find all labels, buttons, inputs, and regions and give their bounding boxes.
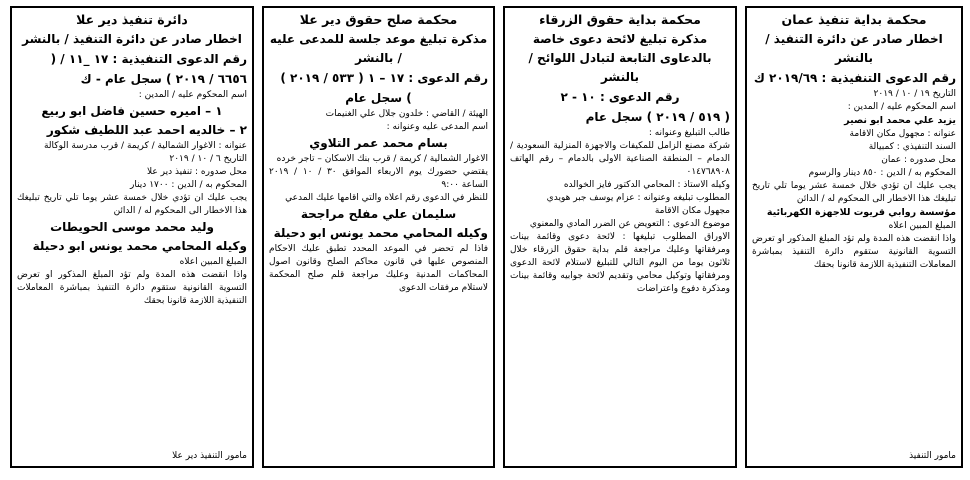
notice-date: التاريخ ١٩ / ١٠ / ٢٠١٩ <box>873 89 956 99</box>
court-name: محكمة بداية تنفيذ عمان <box>781 12 927 27</box>
plaintiff-agent: وكيله المحامي محمد يونس ابو دحيلة <box>273 226 488 240</box>
instrument: السند التنفيذي : كمبيالة <box>868 142 956 152</box>
notice-title-line-2: بالدعاوى التابعة لتبادل اللوائح / <box>528 51 712 65</box>
notice-deir-alla-court <box>262 6 495 468</box>
creditor-name: وليد محمد موسى الحويطات <box>50 220 214 234</box>
debtor-label: اسم المحكوم عليه / المدين : <box>138 90 247 100</box>
notice-amman-execution <box>745 6 963 468</box>
case-register: ) سجل عام <box>345 91 412 105</box>
defendant-name: بسام محمد عمر التلاوي <box>309 136 448 150</box>
court-name: دائرة تنفيذ دير علا <box>76 12 188 27</box>
notice-title-line-1: مذكرة تبليغ لائحة دعوى خاصة <box>532 32 708 46</box>
debtor-address: عنوانه : مجهول مكان الاقامة <box>849 129 956 139</box>
notice-date: التاريخ ٦ / ١٠ / ٢٠١٩ <box>169 154 247 164</box>
debtor-name: يزيد علي محمد ابو نصير <box>844 115 956 126</box>
payment-notice: يجب عليك ان تؤدي خلال خمسة عشر يوما تلي تاريخ تبليغك هذا الاخطار الى المحكوم له / الدائن <box>752 181 956 204</box>
panel-judge: الهيئة / القاضي : خلدون جلال علي الغنيمات <box>325 109 488 119</box>
notice-body: فاذا لم تحضر في الموعد المحدد تطبق عليك الاحكام المنصوص عليها في قانون محاكم الصلح وقانون اصول المحاكمات المدنية وعليك مراجعة قلم صلح المحكمة لاستلام مرفقات الدعوى <box>269 244 488 293</box>
notice-title: اخطار صادر عن دائرة التنفيذ / بالنشر <box>765 32 943 65</box>
case-number: رقم الدعوى التنفيذية : ١٧ _١١ / ( <box>50 52 247 66</box>
payment-notice: يجب عليك ان تؤدي خلال خمسة عشر يوما تلي تاريخ تبليغك هذا الاخطار الى المحكوم له / الدائن <box>17 193 247 216</box>
notice-deir-alla-execution <box>10 6 254 468</box>
requester-label: طالب التبليغ وعنوانه : <box>648 128 730 138</box>
enforcement-warning: واذا انقضت هذه المدة ولم تؤد المبلغ المذكور او تعرض التسوية القانونية ستقوم دائرة التنفيذ بمباشرة المعاملات التنفيذية اللازمة قانونا بحقك <box>752 234 956 270</box>
creditor-name: مؤسسة روابي قريوت للاجهزة الكهربائية <box>766 207 956 218</box>
defendant-address: الاغوار الشمالية / كريمة / قرب بنك الاسكان – تاجر خرده <box>276 154 488 164</box>
notice-title: اخطار صادر عن دائرة التنفيذ / بالنشر <box>22 32 242 46</box>
judgment-amount: المحكوم به / الدين : ٨٥٠ دينار والرسوم <box>808 168 956 178</box>
enforcement-warning: واذا انقضت هذه المدة ولم تؤد المبلغ المذكور او تعرض التسوية القانونية ستقوم دائرة التنفيذ بمباشرة المعاملات التنفيذية اللازمة قانونا بحقك <box>17 270 247 306</box>
signer: مامور التنفيذ دير علا <box>172 451 247 461</box>
issue-place: محل صدوره : تنفيذ دير علا <box>147 167 247 177</box>
judgment-amount: المحكوم به / الدين : ١٧٠٠ دينار <box>130 180 247 190</box>
creditor-agent: وكيله المحامي محمد يونس ابو دحيلة <box>32 239 247 253</box>
addressee: المطلوب تبليغه وعنوانه : عزام يوسف جبر هويدي <box>546 193 730 203</box>
amount-note: المبلغ المبين اعلاه <box>888 221 956 231</box>
debtor-address: عنوانه : الاغوار الشمالية / كريمة / قرب مدرسة الوكالة <box>43 141 247 151</box>
requester-details: شركة مصنع الزامل للمكيفات والاجهزة المنزلية السعودية / الدمام – المنطقة الصناعية الاولى بالدمام – رقم الهاتف ٠١٤٧٦٨٩٠٨ <box>510 141 730 177</box>
notice-zarqa-court <box>503 6 737 468</box>
case-register: ٦٦٥٦ / ٢٠١٩ ) سجل عام - ك <box>80 72 247 86</box>
hearing-note: للنظر في الدعوى رقم اعلاه والتي اقامها عليك المدعي <box>285 193 488 203</box>
case-number: رقم الدعوى التنفيذية : ٢٠١٩/٦٩ ك <box>753 71 956 85</box>
notice-body: الاوراق المطلوب تبليغها : لائحة دعوى وقائمة بينات ومرفقاتها وعليك مراجعة قلم بداية حقوق الزرقاء خلال ثلاثون يوما من اليوم التالي للتبليغ لاستلام لائحة الدعوى ومرفقاتها وتوكيل محامي وتقديم لائحة جوابيه وقائمة بينات ومذكرة دفوع واعتراضات <box>510 232 730 294</box>
hearing-date: يقتضي حضورك يوم الاربعاء الموافق ٣٠ / ١٠ / ٢٠١٩ الساعة ٩:٠٠ <box>269 167 488 190</box>
court-name: محكمة صلح حقوق دير علا <box>299 12 458 27</box>
case-subject: موضوع الدعوى : التعويض عن الضرر المادي والمعنوي <box>529 219 730 229</box>
signer: مامور التنفيذ <box>909 451 956 461</box>
case-register: ( ٥١٩ / ٢٠١٩ ) سجل عام <box>585 110 730 124</box>
addressee-address: مجهول مكان الاقامة <box>654 206 730 216</box>
case-number: رقم الدعوى : ١٠ - ٢ <box>560 90 680 104</box>
debtor-label: اسم المحكوم عليه / المدين : <box>847 102 956 112</box>
amount-note: المبلغ المبين اعلاه <box>179 257 247 267</box>
issue-place: محل صدوره : عمان <box>881 155 956 165</box>
debtor-2: ٢ – خالديه احمد عبد اللطيف شكور <box>46 123 247 137</box>
plaintiff-name: سليمان علي مفلح مراجحة <box>300 207 457 221</box>
notice-title-line-2: / بالنشر <box>355 51 402 65</box>
notice-title-line-1: مذكرة تبليغ موعد جلسة للمدعى عليه <box>269 32 488 46</box>
debtor-1: ١ – اميره حسين فاضل ابو ربيع <box>41 104 223 118</box>
defendant-label: اسم المدعى عليه وعنوانه : <box>386 122 488 132</box>
court-name: محكمة بداية حقوق الزرقاء <box>539 12 701 27</box>
notice-title-line-3: بالنشر <box>600 70 640 84</box>
case-number: رقم الدعوى : ١٧ – ١ ( ٥٣٣ / ٢٠١٩ ) <box>280 71 488 85</box>
requester-agent: وكيله الاستاذ : المحامي الدكتور فايز الخوالده <box>563 180 730 190</box>
